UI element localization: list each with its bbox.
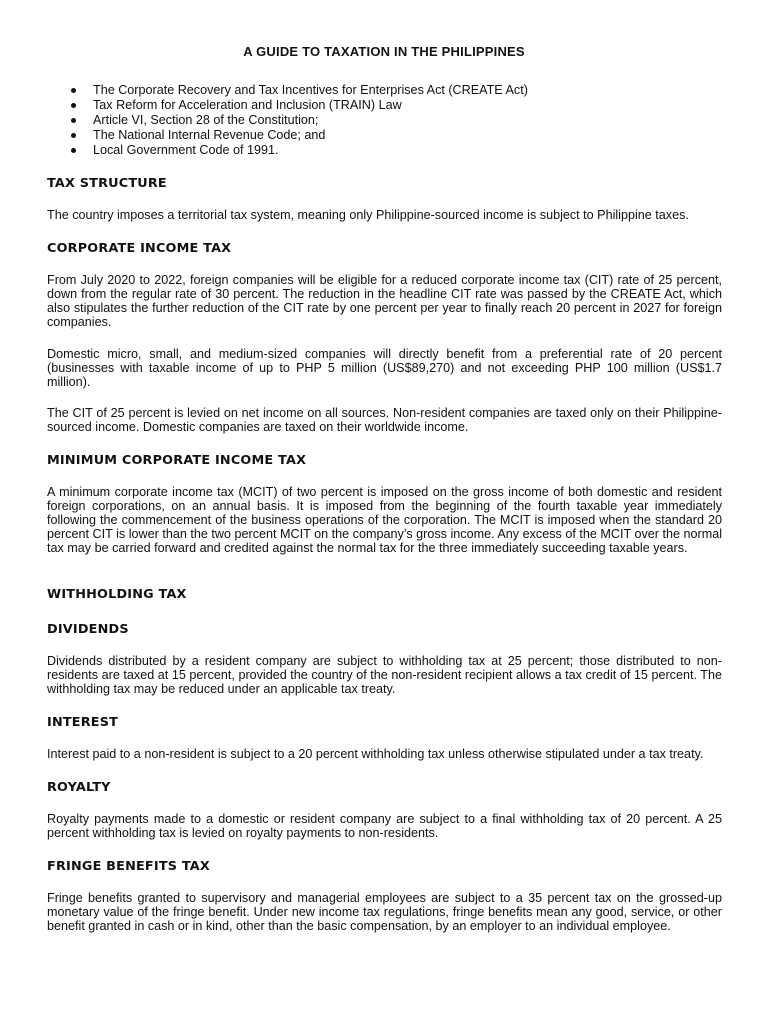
heading-tax-structure: TAX STRUCTURE (47, 176, 167, 191)
paragraph-cit-3: The CIT of 25 percent is levied on net income on all sources. Non-resident companies are taxed only on their Philippine-sourced income. Domestic companies are taxed on their worldwide income. (47, 406, 722, 434)
paragraph-dividends: Dividends distributed by a resident company are subject to withholding tax at 25 percent; those distributed to non-residents are taxed at 15 percent, provided the country of the non-resident recipient allows a tax credit of 15 percent. The withholding tax may be reduced under an applicable tax treaty. (47, 654, 722, 696)
heading-corporate-income-tax: CORPORATE INCOME TAX (47, 241, 232, 256)
paragraph-fringe-benefits: Fringe benefits granted to supervisory and managerial employees are subject to a 35 percent tax on the grossed-up monetary value of the fringe benefit. Under new income tax regulations, fringe benefits mean any good, service, or other benefit granted in cash or in kind, other than the basic compensation, by an employer to an individual employee. (47, 891, 722, 933)
list-item: Local Government Code of 1991. (47, 143, 528, 158)
bullet-icon (71, 133, 76, 138)
bullet-icon (71, 118, 76, 123)
paragraph-mcit: A minimum corporate income tax (MCIT) of two percent is imposed on the gross income of both domestic and resident foreign corporations, on an annual basis. It is imposed from the beginning of the fourth taxable year immediately following the commencement of the business operations of the corporation. The MCIT is imposed when the standard 20 percent CIT is lower than the two percent MCIT on the company’s gross income. Any excess of the MCIT over the normal tax may be carried forward and credited against the normal tax for the three immediately succeeding taxable years. (47, 485, 722, 555)
list-item: The National Internal Revenue Code; and (47, 128, 528, 143)
list-item: Article VI, Section 28 of the Constitution; (47, 113, 528, 128)
bullet-icon (71, 88, 76, 93)
legal-basis-list (47, 83, 528, 158)
heading-withholding-tax: WITHHOLDING TAX (47, 587, 187, 602)
heading-minimum-corporate-income-tax: MINIMUM CORPORATE INCOME TAX (47, 453, 307, 468)
document-title: A GUIDE TO TAXATION IN THE PHILIPPINES (243, 44, 525, 59)
paragraph-cit-2: Domestic micro, small, and medium-sized companies will directly benefit from a preferential rate of 20 percent (businesses with taxable income of up to PHP 5 million (US$89,270) and not exceeding PHP 100 million (US$1.7 million). (47, 347, 722, 389)
paragraph-cit-1: From July 2020 to 2022, foreign companies will be eligible for a reduced corporate income tax (CIT) rate of 25 percent, down from the regular rate of 30 percent. The reduction in the headline CIT rate was passed by the CREATE Act, which also stipulates the further reduction of the CIT rate by one percent per year to finally reach 20 percent in 2027 for foreign companies. (47, 273, 722, 329)
paragraph-interest: Interest paid to a non-resident is subject to a 20 percent withholding tax unless otherwise stipulated under a tax treaty. (47, 747, 704, 761)
heading-royalty: ROYALTY (47, 780, 111, 795)
heading-interest: INTEREST (47, 715, 119, 730)
bullet-icon (71, 103, 76, 108)
heading-fringe-benefits-tax: FRINGE BENEFITS TAX (47, 859, 210, 874)
heading-dividends: DIVIDENDS (47, 622, 129, 637)
paragraph-tax-structure: The country imposes a territorial tax system, meaning only Philippine-sourced income is subject to Philippine taxes. (47, 208, 689, 222)
bullet-icon (71, 148, 76, 153)
list-item: Tax Reform for Acceleration and Inclusion (TRAIN) Law (47, 98, 528, 113)
paragraph-royalty: Royalty payments made to a domestic or resident company are subject to a final withholding tax of 20 percent. A 25 percent withholding tax is levied on royalty payments to non-residents. (47, 812, 722, 840)
list-item: The Corporate Recovery and Tax Incentives for Enterprises Act (CREATE Act) (47, 83, 528, 98)
